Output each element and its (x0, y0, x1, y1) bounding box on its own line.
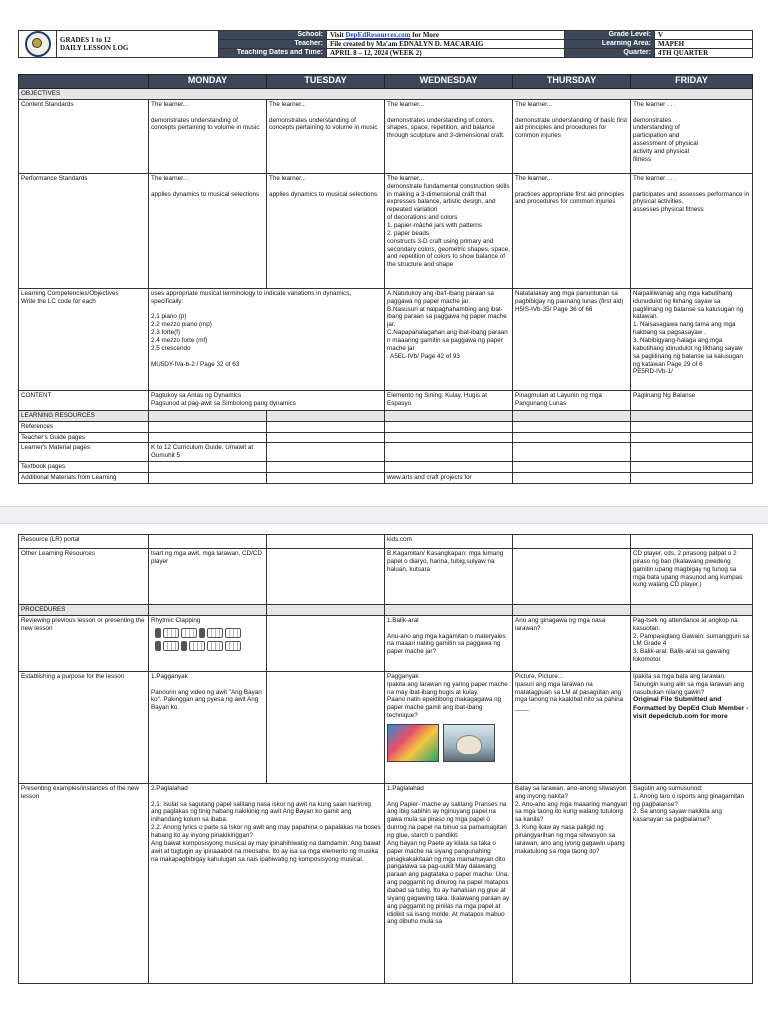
cell-friday (631, 671, 753, 783)
rhythm-notation-line-1 (155, 628, 264, 638)
row-label: Additional Materials from Learning (19, 473, 149, 484)
cell-tuesday (267, 615, 385, 671)
section-fill (267, 605, 385, 616)
row-label: Resource (LR) portal (19, 535, 149, 549)
cell-monday: 1.Pagganyak Panoorin ang video ng awit "Ang Bayan ko". Pakinggan ang pyesa ng awit Ang Bayan ko. (149, 671, 267, 783)
seal-icon (25, 31, 51, 57)
day-header-monday: MONDAY (149, 75, 267, 89)
page-2 (0, 524, 768, 1024)
lesson-log-table-continued (18, 534, 753, 984)
cell-tuesday (267, 671, 385, 783)
objectives-section: OBJECTIVES (19, 89, 753, 100)
document-title (57, 31, 219, 58)
cell-wednesday (385, 421, 513, 432)
cell-friday: The learner . . . participates and assesses performance in physical activities. assesses physical fitness (631, 173, 753, 288)
cell-thursday (513, 549, 631, 605)
section-fill (385, 410, 513, 421)
section-fill (631, 605, 753, 616)
cell-monday: tsart ng mga awit, mga larawan, CD/CD player (149, 549, 267, 605)
textbook-row (19, 462, 753, 473)
depedclub-note: Original File Submitted and Formatted by DepEd Club Member - visit depedclub.com for more (633, 696, 749, 721)
rhythmic-clapping-label: Rhytmic Clapping (151, 616, 201, 624)
cell-thursday (513, 432, 631, 443)
cell-friday: Naipaliliwanag ang mga kabutihang idunudulot ng likhang sayaw sa paglilinang ng balanse sa kalusugan ng katawan. 1. Naisasagawa nang tama ang mga hakbang sa pagsasayaw . 3. Nabibigyang-halaga ang mga kabutihang idinudulot ng likhang sayaw sa paglilinang ng balanse sa kalusugan ng katawan Page 29 of 6 PE5RD-IVb-1/ (631, 288, 753, 390)
title-line-1: GRADES 1 to 12 (60, 36, 111, 44)
cell-monday-tuesday: Pagtukoy sa Antas ng Dynamics Pagsunod at pag-awit sa Simbolong pang dynamics (149, 390, 385, 410)
purpose-text: Pagganyak Ipakita ang larawan ng yaring paper mache na may ibat-ibang hugis at kulay. Paano natin epektibong makagagawa ng paper mache gamit ang ibat-ibang technique? (387, 672, 508, 720)
cell-thursday (513, 462, 631, 473)
grade-value: V (655, 31, 753, 40)
cell-wednesday: A.Natutukoy ang iba't-ibang paraan sa paggawa ng paper mache jar. B.Nasusuri at naipaghahambing ang ibat-ibang paraan sa paggawa ng paper mache jar. C.Napapahalagahan ang ibat-ibang paraan n maaaring gamitin sa paggawa ng paper mache jar . A5EL-IVb/ Page 42 of 93 (385, 288, 513, 390)
row-label: Other Learning Resources (19, 549, 149, 605)
day-header-thursday: THURSDAY (513, 75, 631, 89)
paper-mache-image-2 (443, 724, 495, 762)
cell-thursday: Natatalakay ang mga panuntunan sa pagbibigay ng paunang lunas (first aid) H5IS-IVb-35/ Page 36 of 66 (513, 288, 631, 390)
title-line-2: DAILY LESSON LOG (60, 44, 129, 52)
cell-wednesday (385, 443, 513, 462)
cell-wednesday (385, 432, 513, 443)
dates-label: Teaching Dates and Time: (219, 49, 327, 58)
competencies-row (19, 288, 753, 390)
day-header-wednesday: WEDNESDAY (385, 75, 513, 89)
cell-tuesday (267, 535, 385, 549)
cell-monday-tuesday: 2.Paglalahad 2.1. Isulat sa sagutang papel salitang nasa iskor ng awit na kung saan naririnig ang paglakas ng tinig habang nakikinig ng awit Ang Bayan ko gamit ang inihandang kolum sa ibaba. 2.2. Anong lyrics o parte sa Iskor ng awit ang may papahina o papalakas na boses habang ito ay inyong pinakikinggan? Ang bawat komposisyong musical ay may ipinahihiwatig na damdamin. Ang bawat awit at tugtugin ay ipinaaabot na mensahe. Ito ay isa sa mga elemento ng musika na makapagbibigay kahulugan sa nais ipahiwatig ng komposisyong musical. (149, 783, 385, 983)
purpose-row (19, 671, 753, 783)
other-resources-row (19, 549, 753, 605)
cell-thursday: The learner... practices appropriate first aid principles and procedures for common injuries (513, 173, 631, 288)
cell-monday: The learner... applies dynamics to musical selections (149, 173, 267, 288)
school-suffix: for More (410, 31, 440, 39)
cell-tuesday: The learner... demonstrates understanding of concepts pertaining to volume in music (267, 99, 385, 173)
cell-friday (631, 443, 753, 462)
cell-tuesday (267, 473, 385, 484)
corner-header (19, 75, 149, 89)
teachers-guide-row (19, 432, 753, 443)
cell-monday (149, 473, 267, 484)
section-fill (385, 605, 513, 616)
cell-wednesday: kids.com (385, 535, 513, 549)
cell-friday (631, 535, 753, 549)
section-fill (149, 605, 267, 616)
performance-standards-row (19, 173, 753, 288)
row-label: Learner's Material pages (19, 443, 149, 462)
section-fill (513, 605, 631, 616)
learning-resources-section: LEARNING RESOURCES (19, 410, 149, 421)
references-row (19, 421, 753, 432)
row-label: Establishing a purpose for the lesson (19, 671, 149, 783)
cell-friday: Sagutin ang sumusunod: 1. Anong laro o isports ang ginagamitan ng pagbalanse? 2. Sa anong sayaw nakikita ang kasanayan sa pagbalanse? (631, 783, 753, 983)
cell-friday (631, 462, 753, 473)
row-label: Presenting examples/instances of the new lesson (19, 783, 149, 983)
section-fill (149, 410, 267, 421)
rhythm-notation-line-2 (155, 641, 264, 651)
cell-monday (149, 535, 267, 549)
cell-friday (631, 432, 753, 443)
cell-friday: Pag-tsek ng attendance at angkop na kasuotan. 2. Pampasiglang Gawain: sumangguni sa LM Grade 4 3. Balik-aral: Balik-aral sa gawaing lokomotor (631, 615, 753, 671)
cell-friday (631, 421, 753, 432)
row-label: References (19, 421, 149, 432)
purpose-text: Ipakita sa mga bata ang larawan. Tanungin kung alin sa mga larawan ang nasubukan nilang gawin? (633, 672, 744, 696)
cell-monday (149, 432, 267, 443)
paper-mache-image-1 (387, 724, 439, 762)
page-1 (0, 0, 768, 506)
deped-seal-logo (19, 31, 57, 58)
cell-tuesday (267, 549, 385, 605)
cell-wednesday: The learner... demonstrates understanding of colors, shapes, space, repetition, and balance through sculpture and 3-dimensional craft. (385, 99, 513, 173)
day-header-tuesday: TUESDAY (267, 75, 385, 89)
presenting-row (19, 783, 753, 983)
cell-friday: CD player, cds, 2 pirasong patpat o 2 piraso ng bao (Ikalawang pwedeng gamitin upang magbigay ng tunog sa mga bata upang masunod ang kumpas kung walang CD player.) (631, 549, 753, 605)
cell-monday: The learner... demonstrates understanding of concepts pertaining to volume in music (149, 99, 267, 173)
quarter-label: Quarter: (565, 49, 655, 58)
cell-tuesday: The learner... applies dynamics to musical selections (267, 173, 385, 288)
grade-label: Grade Level: (565, 31, 655, 40)
teacher-value: File created by Ma'am EDNALYN D. MACARAIG (327, 40, 565, 49)
cell-thursday (513, 535, 631, 549)
cell-monday: K to 12 Curriculum Guide, Umawit at Gumuhit 5 (149, 443, 267, 462)
cell-friday (631, 473, 753, 484)
row-label: Performance Standards (19, 173, 149, 288)
school-label: School: (219, 31, 327, 40)
cell-wednesday: Elemento ng Sining: Kulay, Hugis at Espasyo (385, 390, 513, 410)
school-prefix: Visit (330, 31, 346, 39)
content-standards-row (19, 99, 753, 173)
cell-friday: The learner . . . demonstrates understanding of participation and assessment of physical activity and physical fitness (631, 99, 753, 173)
cell-thursday: Ano ang ginagawa ng mga nasa larawan? (513, 615, 631, 671)
school-value (327, 31, 565, 40)
paper-mache-images (387, 724, 510, 762)
cell-wednesday: 1.Paglalahad Ang Papier- mache ay salitang Pranses na ang ibig sabihin ay nginuyang papel na gawa mula sa piraso ng mga papel o dunrog na papel na binuo sa pamamagitan ng glue, starch o pandikit. Ang bayan ng Paete ay kilala sa taka o paper mache na siyang pangunahing pinagkakakitaan ng mga mamamayan dito pangalawa sa pag-uukit May dalawang paraan ang pagtataka o paper mache. Una, ang paggamit ng dinurog na papel matapos ibabad sa tubig. Ito ay hahaluan ng glue at siyang gagawing taka. Ikalawang paraan ay ang paggamit ng pinilas na mga papel at ididikit sa isang molde. At matapos mabuo ang dibuho mula sa (385, 783, 513, 983)
section-fill (513, 410, 631, 421)
page-separator (0, 506, 768, 524)
cell-wednesday: The learner... demonstrate fundamental construction skills in making a 3-dimensional craft that expresses balance, artistic design, and repeated variation of decorations and colors 1. papier-mâché jars with patterns 2. paper beads constructs 3-D craft using primary and secondary colors, geometric shapes, space, and repetition of colors to show balance of the structure and shape (385, 173, 513, 288)
procedures-section: PROCEDURES (19, 605, 149, 616)
learners-material-row (19, 443, 753, 462)
row-label: Textbook pages (19, 462, 149, 473)
area-value: MAPEH (655, 40, 753, 49)
cell-wednesday (385, 671, 513, 783)
cell-monday (149, 462, 267, 473)
header-table (18, 30, 753, 58)
cell-wednesday: www.arts and craft projects for (385, 473, 513, 484)
cell-wednesday: 1.Balik-aral Anu-ano ang mga kagamitan o materyales na maaari nating gamitin sa paggawa ng paper mache jar? (385, 615, 513, 671)
dates-value: APRIL 8 – 12, 2024 (WEEK 2) (327, 49, 565, 58)
cell-tuesday (267, 462, 385, 473)
resource-portal-row (19, 535, 753, 549)
section-fill (631, 410, 753, 421)
reviewing-row (19, 615, 753, 671)
cell-thursday (513, 443, 631, 462)
cell-monday (149, 421, 267, 432)
cell-monday (149, 615, 267, 671)
cell-tuesday (267, 432, 385, 443)
cell-monday-tuesday: uses appropriate musical terminology to indicate variations in dynamics, specifically: 2.1 piano (p) 2.2 mezzo piano (mp) 2.3 forte(f) 2.4 mezzo forte (mf) 2.5 crescendo MU5DY-IVa-b-2 / Page 32 of 63 (149, 288, 385, 390)
row-label: Learning Competencies/Objectives Write the LC code for each (19, 288, 149, 390)
row-label: CONTENT (19, 390, 149, 410)
area-label: Learning Area: (565, 40, 655, 49)
section-fill (267, 410, 385, 421)
content-row (19, 390, 753, 410)
lesson-log-table (18, 74, 753, 484)
cell-thursday (513, 473, 631, 484)
row-label: Teacher's Guide pages (19, 432, 149, 443)
cell-wednesday: B.Kagamitan/ Kasangkapan: mga lumang papel o diaryo, harina, tubig,sulyaw na haluan, kutsara (385, 549, 513, 605)
cell-thursday (513, 421, 631, 432)
quarter-value: 4TH QUARTER (655, 49, 753, 58)
cell-thursday: Batay sa larawan, ano-anong sitwasyon ang inyong nakita? 2. Ano-ano ang mga maaaring mangyari sa mga taong ito kung walang tutulong sa kanila? 3. Kung ikaw ay nasa paligid ng pinangyarihan ng mga sitwasyon sa larawan, ano ang iyong gagawin upang makatulong sa mga taong ito? (513, 783, 631, 983)
cell-wednesday (385, 462, 513, 473)
row-label: Reviewing previous lesson or presenting the new lesson (19, 615, 149, 671)
teacher-label: Teacher: (219, 40, 327, 49)
cell-friday: Paglinang Ng Balanse (631, 390, 753, 410)
additional-materials-row (19, 473, 753, 484)
cell-thursday: Pinagmulan at Layunin ng mga Pangunang Lunas (513, 390, 631, 410)
cell-thursday: Picture, Picture… Ipasuri ang mga larawan na matatagpuan sa LM at pasagutan ang mga tanong na kaakibat nito sa pahina ____ (513, 671, 631, 783)
day-header-friday: FRIDAY (631, 75, 753, 89)
cell-tuesday (267, 443, 385, 462)
cell-tuesday (267, 421, 385, 432)
depedresources-link[interactable]: DepEdResources.com (345, 31, 411, 39)
row-label: Content Standards (19, 99, 149, 173)
cell-thursday: The learner... demonstrate understanding of basic first aid principles and procedures for common injuries (513, 99, 631, 173)
